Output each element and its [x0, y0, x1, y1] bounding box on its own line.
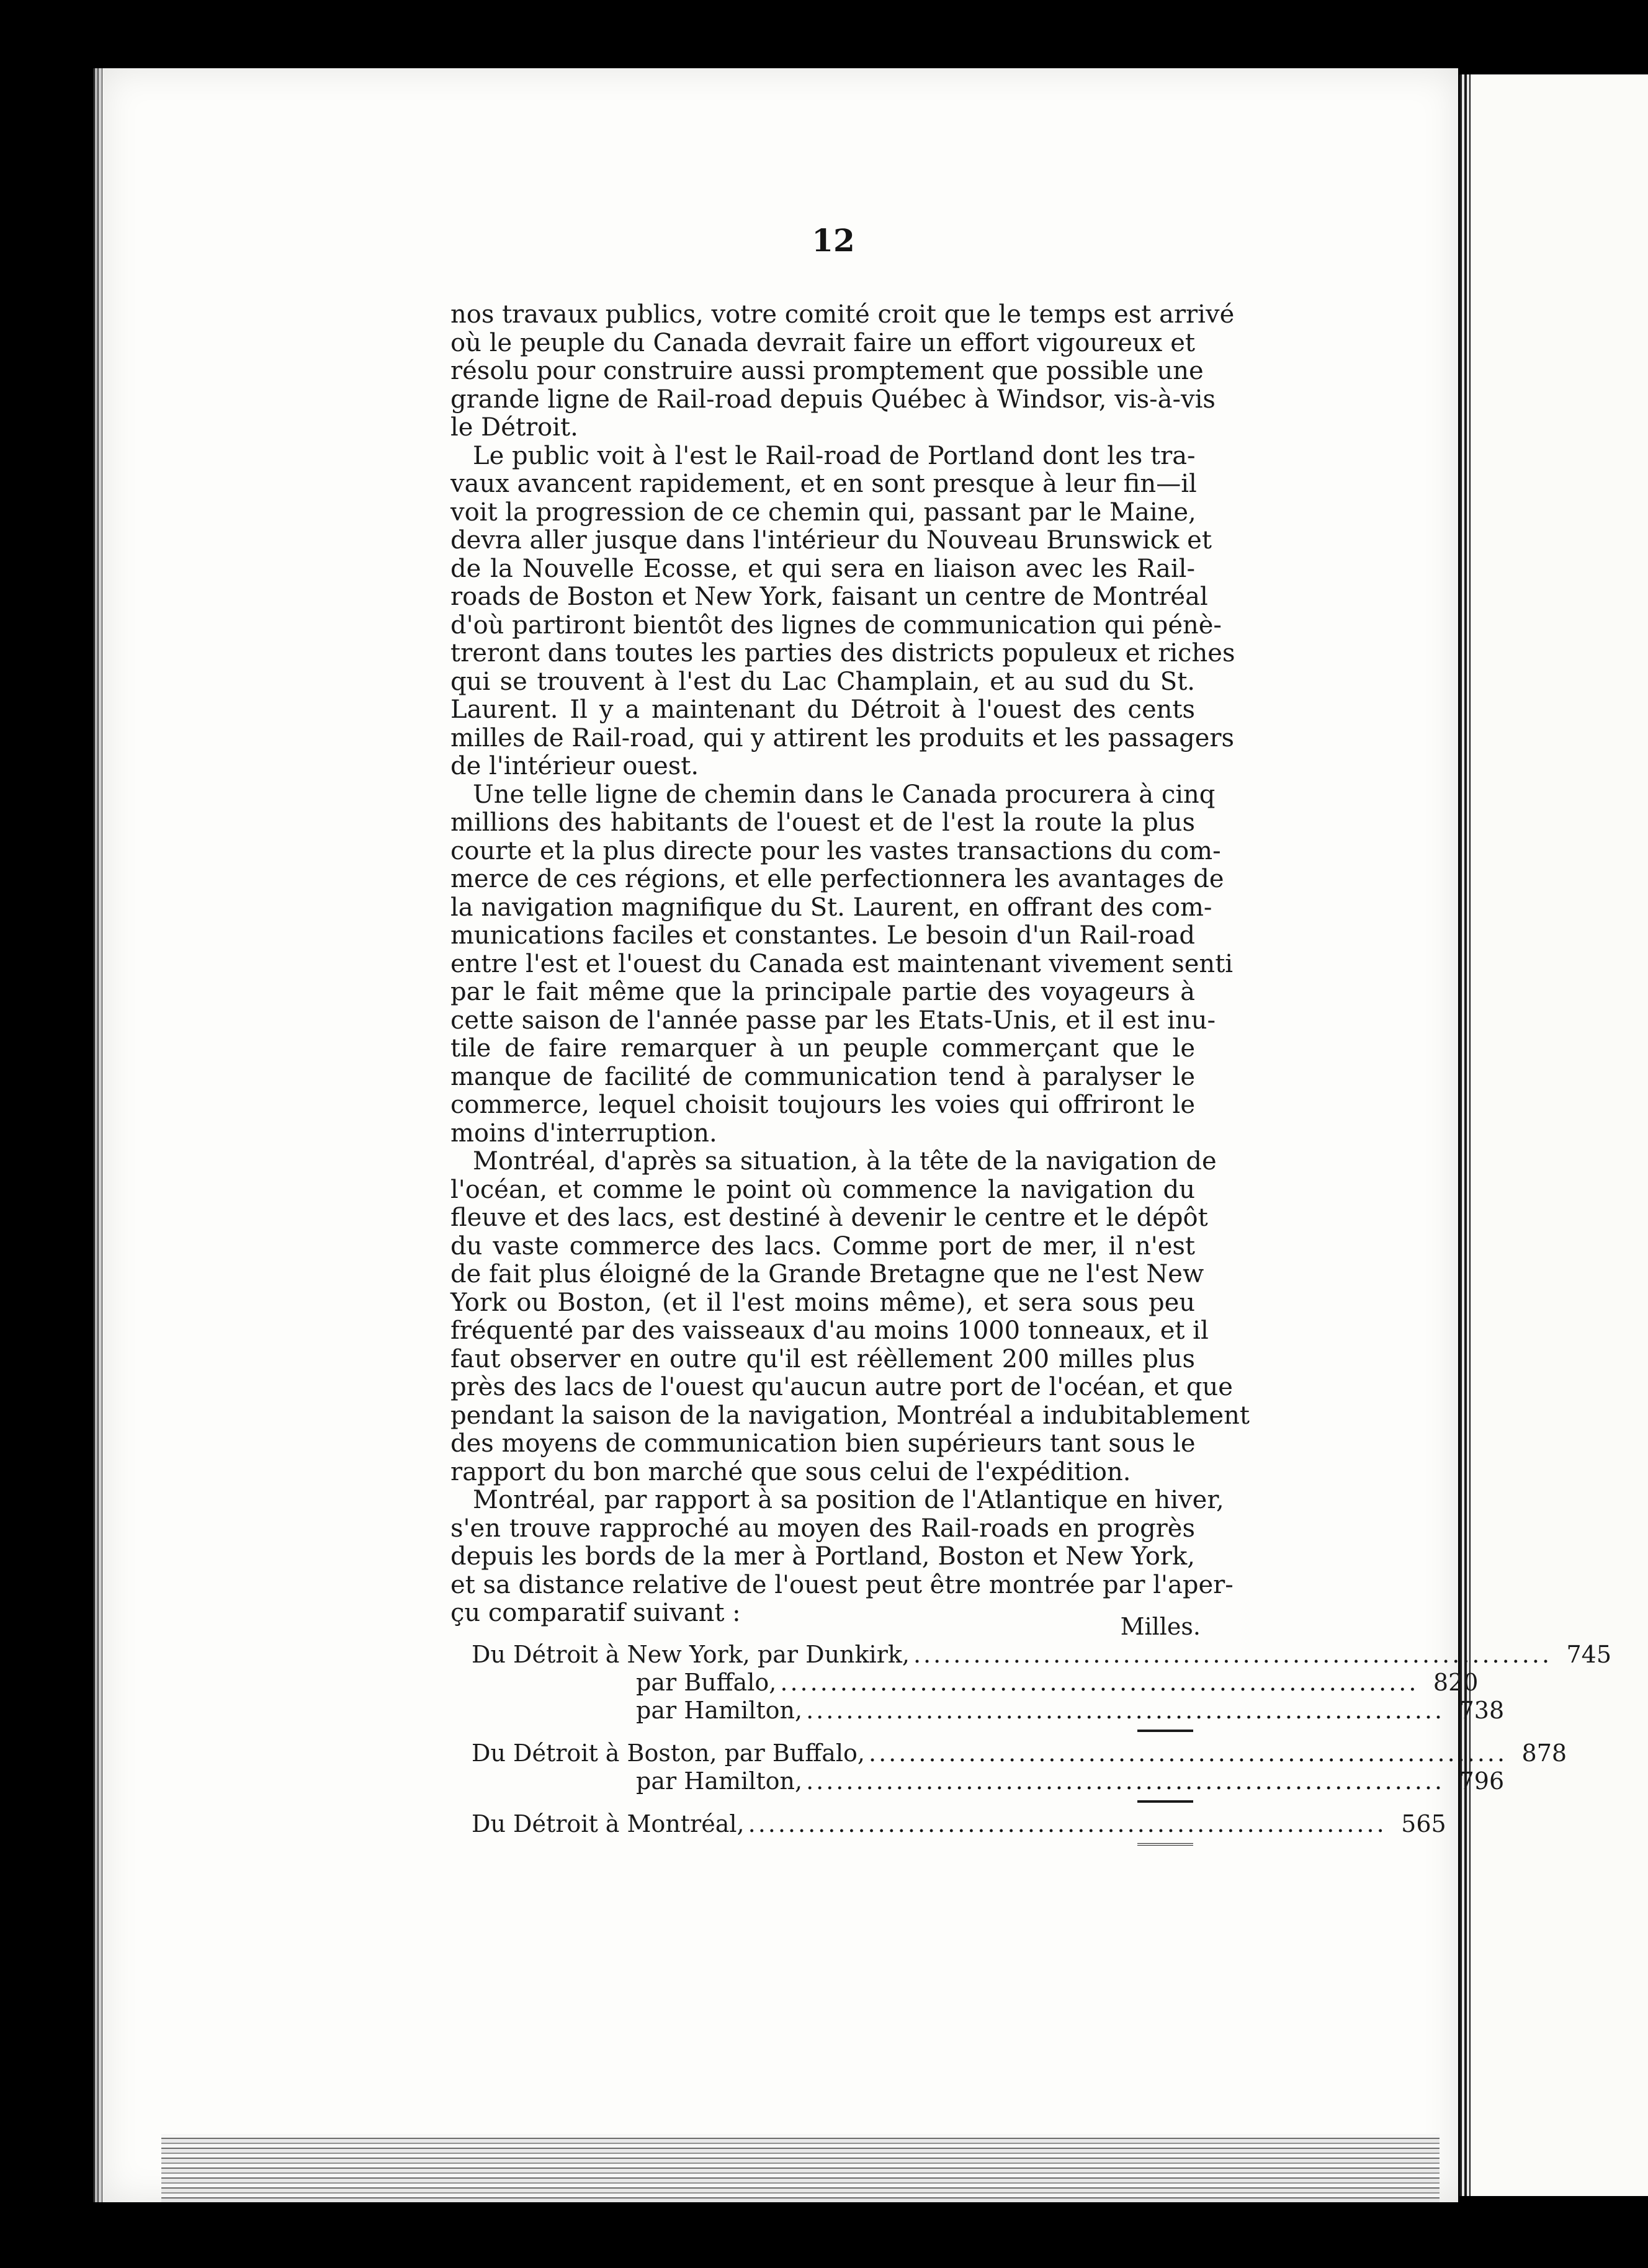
text-line: manque de facilité de communication tend à paralyser le [450, 1062, 1195, 1091]
distance-value: 565 [1401, 1810, 1446, 1837]
page-bottom-edge [161, 2134, 1440, 2202]
text-line: devra aller jusque dans l'intérieur du Nouveau Brunswick et [450, 526, 1212, 555]
text-line: merce de ces régions, et elle perfectionnera les avantages de [450, 865, 1224, 893]
text-line: Montréal, par rapport à sa position de l'Atlantique en hiver, [473, 1486, 1224, 1514]
distance-route: Du Détroit à Montréal, [472, 1810, 745, 1837]
text-line: près des lacs de l'ouest qu'aucun autre port de l'océan, et que [450, 1373, 1233, 1401]
text-line: treront dans toutes les parties des districts populeux et riches [450, 639, 1235, 667]
distance-route: par Hamilton, [636, 1767, 803, 1795]
distance-route: Du Détroit à Boston, par Buffalo, [472, 1739, 865, 1767]
text-line: vaux avancent rapidement, et en sont presque à leur fin—il [450, 470, 1197, 498]
text-line: faut observer en outre qu'il est réèllement 200 milles plus [450, 1344, 1195, 1373]
leader-dots: ................................................................ [748, 1810, 1387, 1837]
text-line: çu comparatif suivant : [450, 1599, 741, 1627]
text-line: de fait plus éloigné de la Grande Bretagne que ne l'est New [450, 1260, 1204, 1288]
text-line: où le peuple du Canada devrait faire un effort vigoureux et [450, 328, 1195, 357]
text-line: courte et la plus directe pour les vastes transactions du com- [450, 836, 1221, 865]
distance-value: 878 [1521, 1739, 1567, 1767]
leader-dots: ................................................................ [806, 1767, 1445, 1795]
text-line: de la Nouvelle Ecosse, et qui sera en liaison avec les Rail- [450, 554, 1195, 583]
next-page-edge [1459, 74, 1471, 2196]
text-line: rapport du bon marché que sous celui de l'expédition. [450, 1457, 1131, 1486]
paragraph [450, 300, 1235, 442]
distance-route: par Hamilton, [636, 1697, 803, 1724]
text-line: résolu pour construire aussi promptement que possible une [450, 357, 1204, 385]
text-line: York ou Boston, (et il l'est moins même), et sera sous peu [450, 1288, 1195, 1317]
paragraph [450, 1147, 1250, 1486]
distance-value: 820 [1433, 1669, 1479, 1696]
text-line: qui se trouvent à l'est du Lac Champlain, et au sud du St. [450, 667, 1195, 696]
distance-value: 796 [1459, 1767, 1505, 1795]
text-line: de l'intérieur ouest. [450, 752, 699, 780]
distance-value: 745 [1566, 1641, 1612, 1668]
text-line: du vaste commerce des lacs. Comme port de mer, il n'est [450, 1231, 1195, 1261]
text-line: moins d'interruption. [450, 1118, 717, 1148]
text-line: par le fait même que la principale partie des voyageurs à [450, 978, 1195, 1006]
paragraph [450, 1486, 1234, 1628]
text-line: Une telle ligne de chemin dans le Canada procurera à cinq [473, 780, 1216, 809]
text-line: l'océan, et comme le point où commence la navigation du [450, 1175, 1195, 1204]
distance-route: Du Détroit à New York, par Dunkirk, [472, 1641, 910, 1668]
text-line: fleuve et des lacs, est destiné à devenir le centre et le dépôt [450, 1203, 1208, 1232]
distance-value: 738 [1459, 1697, 1505, 1724]
text-line: s'en trouve rapproché au moyen des Rail-roads en progrès [450, 1514, 1195, 1543]
page-number: 12 [812, 222, 855, 259]
text-line: commerce, lequel choisit toujours les voies qui offriront le [450, 1091, 1195, 1119]
leader-dots: ................................................................ [869, 1739, 1508, 1767]
text-line: tile de faire remarquer à un peuple commerçant que le [450, 1034, 1195, 1063]
text-line: pendant la saison de la navigation, Montréal a indubitablement [450, 1401, 1250, 1430]
paragraph [450, 780, 1234, 1148]
distance-row [472, 1739, 1567, 1767]
text-line: Laurent. Il y a maintenant du Détroit à l'ouest des cents [450, 695, 1195, 724]
text-line: millions des habitants de l'ouest et de l'est la route la plus [450, 808, 1195, 837]
text-line: des moyens de communication bien supérieurs tant sous le [450, 1429, 1196, 1458]
text-line: milles de Rail-road, qui y attirent les produits et les passagers [450, 723, 1235, 752]
closing-rule [1137, 1843, 1193, 1848]
distance-row [472, 1641, 1612, 1669]
leader-dots: ................................................................ [806, 1697, 1445, 1724]
body-text [450, 300, 1250, 1628]
text-line: roads de Boston et New York, faisant un centre de Montréal [450, 583, 1208, 611]
group-divider [1137, 1730, 1193, 1732]
text-line: Le public voit à l'est le Rail-road de Portland dont les tra- [473, 441, 1196, 470]
text-line: le Détroit. [450, 413, 578, 442]
text-line: nos travaux publics, votre comité croit que le temps est arrivé [450, 300, 1235, 329]
text-line: Montréal, d'après sa situation, à la tête de la navigation de [473, 1147, 1217, 1176]
distance-row [472, 1697, 1505, 1725]
text-line: munications faciles et constantes. Le besoin d'un Rail-road [450, 921, 1195, 950]
text-line: grande ligne de Rail-road depuis Québec à Windsor, vis-à-vis [450, 385, 1216, 414]
text-line: cette saison de l'année passe par les Etats-Unis, et il est inu- [450, 1006, 1216, 1035]
text-line: d'où partiront bientôt des lignes de communication qui pénè- [450, 610, 1222, 640]
distance-row [472, 1767, 1505, 1795]
next-page [1471, 74, 1648, 2196]
text-line: entre l'est et l'ouest du Canada est maintenant vivement senti [450, 949, 1234, 978]
distance-route: par Buffalo, [636, 1669, 777, 1696]
group-divider [1137, 1800, 1193, 1803]
text-line: et sa distance relative de l'ouest peut être montrée par l'aper- [450, 1570, 1234, 1599]
text-line: fréquenté par des vaisseaux d'au moins 1000 tonneaux, et il [450, 1316, 1209, 1345]
distance-row [472, 1669, 1479, 1697]
distance-row [472, 1810, 1446, 1838]
distance-table [472, 1613, 1612, 1855]
leader-dots: ................................................................ [780, 1669, 1419, 1696]
text-line: la navigation magnifique du St. Laurent, en offrant des com- [450, 893, 1212, 922]
distance-unit-header: Milles. [1120, 1613, 1201, 1640]
text-line: voit la progression de ce chemin qui, passant par le Maine, [450, 498, 1196, 527]
leader-dots: ................................................................ [913, 1641, 1552, 1668]
paragraph [450, 441, 1235, 781]
text-line: depuis les bords de la mer à Portland, Boston et New York, [450, 1542, 1195, 1571]
